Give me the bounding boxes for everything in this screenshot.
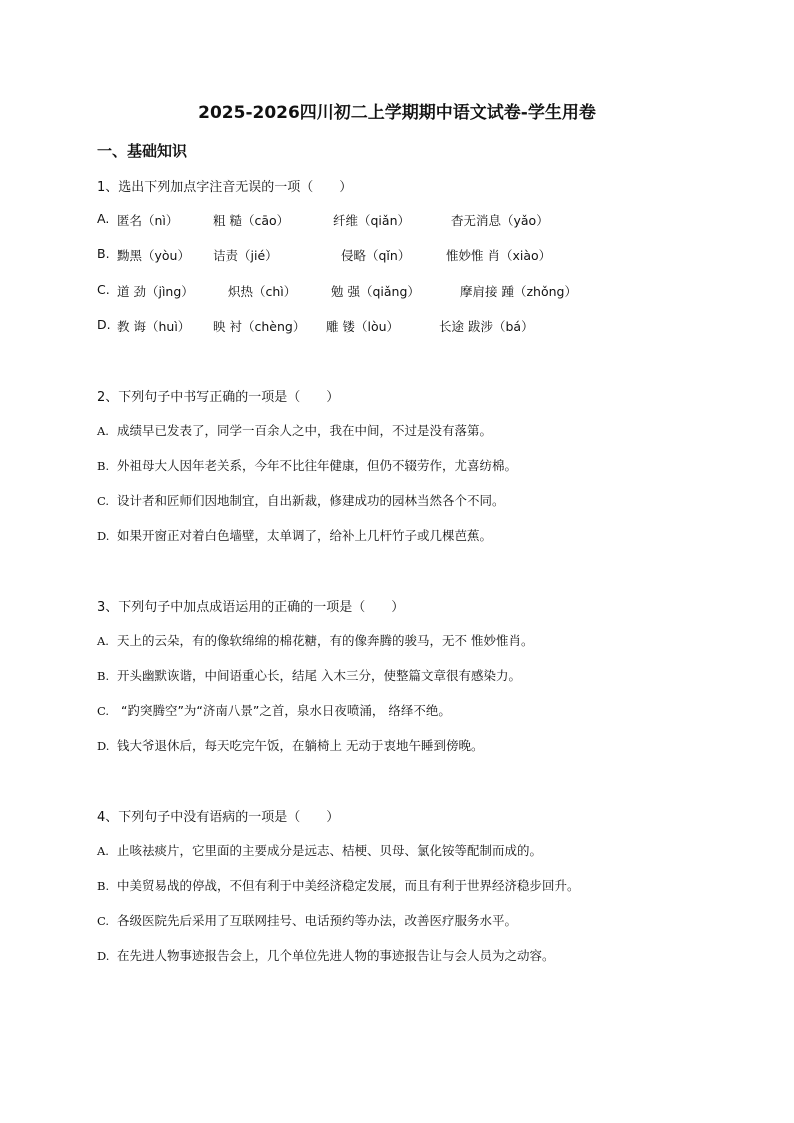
option-text: “趵突腾空”为“济南八景”之首，泉水日夜喷涌， 络绎不绝。 bbox=[117, 703, 451, 718]
option-text: 钱大爷退休后，每天吃完午饭，在躺椅上 无动于衷地午睡到傍晚。 bbox=[117, 738, 484, 753]
option-label: C. bbox=[97, 704, 110, 718]
q1-option-item: 黝黑（yòu） bbox=[117, 248, 190, 263]
question-4-option-d bbox=[97, 946, 555, 964]
question-4-stem: 4、下列句子中没有语病的一项是（ ） bbox=[97, 810, 340, 825]
option-label: B. bbox=[97, 459, 110, 473]
question-4-option-c bbox=[97, 911, 517, 929]
q1-option-label: C. bbox=[97, 282, 110, 297]
option-text: 止咳祛痰片，它里面的主要成分是远志、桔梗、贝母、氯化铵等配制而成的。 bbox=[117, 843, 543, 858]
q1-option-item: 教 诲（huì） bbox=[117, 319, 191, 334]
question-1-stem: 1、选出下列加点字注音无误的一项（ ） bbox=[97, 180, 353, 195]
option-text: 外祖母大人因年老关系，今年不比往年健康，但仍不辍劳作，尤喜纺棉。 bbox=[117, 458, 518, 473]
q1-option-item: 长途 跋涉（bá） bbox=[439, 319, 534, 334]
q1-option-item: 惟妙惟 肖（xiào） bbox=[446, 248, 552, 263]
option-text: 如果开窗正对着白色墙壁，太单调了，给补上几杆竹子或几棵芭蕉。 bbox=[117, 528, 493, 543]
option-label: D. bbox=[97, 949, 110, 963]
q1-option-item: 匿名（nì） bbox=[117, 213, 179, 228]
option-label: C. bbox=[97, 914, 110, 928]
q1-option-item: 诘责（jié） bbox=[213, 248, 278, 263]
q1-option-label: B. bbox=[97, 246, 110, 261]
option-text: 天上的云朵，有的像软绵绵的棉花糖，有的像奔腾的骏马，无不 惟妙惟肖。 bbox=[117, 633, 534, 648]
option-label: B. bbox=[97, 879, 110, 893]
option-label: C. bbox=[97, 494, 110, 508]
q1-option-item: 炽热（chì） bbox=[228, 284, 297, 299]
option-text: 中美贸易战的停战，不但有利于中美经济稳定发展，而且有利于世界经济稳步回升。 bbox=[117, 878, 580, 893]
q1-option-item: 摩肩接 踵（zhǒng） bbox=[460, 284, 577, 299]
question-2-option-a bbox=[97, 421, 492, 439]
q1-option-item: 纤维（qiǎn） bbox=[333, 213, 410, 228]
question-4-option-b bbox=[97, 876, 580, 894]
option-label: A. bbox=[97, 424, 109, 438]
question-3-stem: 3、下列句子中加点成语运用的正确的一项是（ ） bbox=[97, 600, 405, 615]
q1-option-item: 侵略（qǐn） bbox=[341, 248, 411, 263]
question-2-option-d bbox=[97, 526, 492, 544]
question-2-option-b bbox=[97, 456, 517, 474]
question-3-option-c bbox=[97, 701, 451, 719]
option-label: A. bbox=[97, 844, 109, 858]
option-text: 开头幽默诙谐，中间语重心长，结尾 入木三分，使整篇文章很有感染力。 bbox=[117, 668, 521, 683]
option-label: A. bbox=[97, 634, 109, 648]
option-text: 各级医院先后采用了互联网挂号、电话预约等办法，改善医疗服务水平。 bbox=[117, 913, 518, 928]
question-2-option-c bbox=[97, 491, 505, 509]
question-2-stem: 2、下列句子中书写正确的一项是（ ） bbox=[97, 390, 340, 405]
question-3-option-a bbox=[97, 631, 533, 649]
option-label: D. bbox=[97, 529, 110, 543]
q1-option-item: 雕 镂（lòu） bbox=[326, 319, 400, 334]
option-text: 在先进人物事迹报告会上，几个单位先进人物的事迹报告让与会人员为之动容。 bbox=[117, 948, 555, 963]
q1-option-label: A. bbox=[97, 211, 110, 226]
q1-option-item: 道 劲（jìng） bbox=[117, 284, 194, 299]
question-3-option-b bbox=[97, 666, 521, 684]
question-4-option-a bbox=[97, 841, 542, 859]
q1-option-item: 映 衬（chèng） bbox=[213, 319, 306, 334]
option-label: D. bbox=[97, 739, 110, 753]
option-text: 设计者和匠师们因地制宜，自出新裁，修建成功的园林当然各个不同。 bbox=[117, 493, 505, 508]
q1-option-item: 杳无消息（yǎo） bbox=[451, 213, 549, 228]
question-3-option-d bbox=[97, 736, 483, 754]
section-heading: 一、基础知识 bbox=[97, 142, 188, 160]
q1-option-item: 勉 强（qiǎng） bbox=[331, 284, 420, 299]
option-text: 成绩早已发表了，同学一百余人之中，我在中间，不过是没有落第。 bbox=[117, 423, 493, 438]
option-label: B. bbox=[97, 669, 110, 683]
q1-option-item: 粗 糙（cāo） bbox=[213, 213, 290, 228]
page-title: 2025-2026四川初二上学期期中语文试卷-学生用卷 bbox=[198, 103, 596, 123]
q1-option-label: D. bbox=[97, 317, 111, 332]
